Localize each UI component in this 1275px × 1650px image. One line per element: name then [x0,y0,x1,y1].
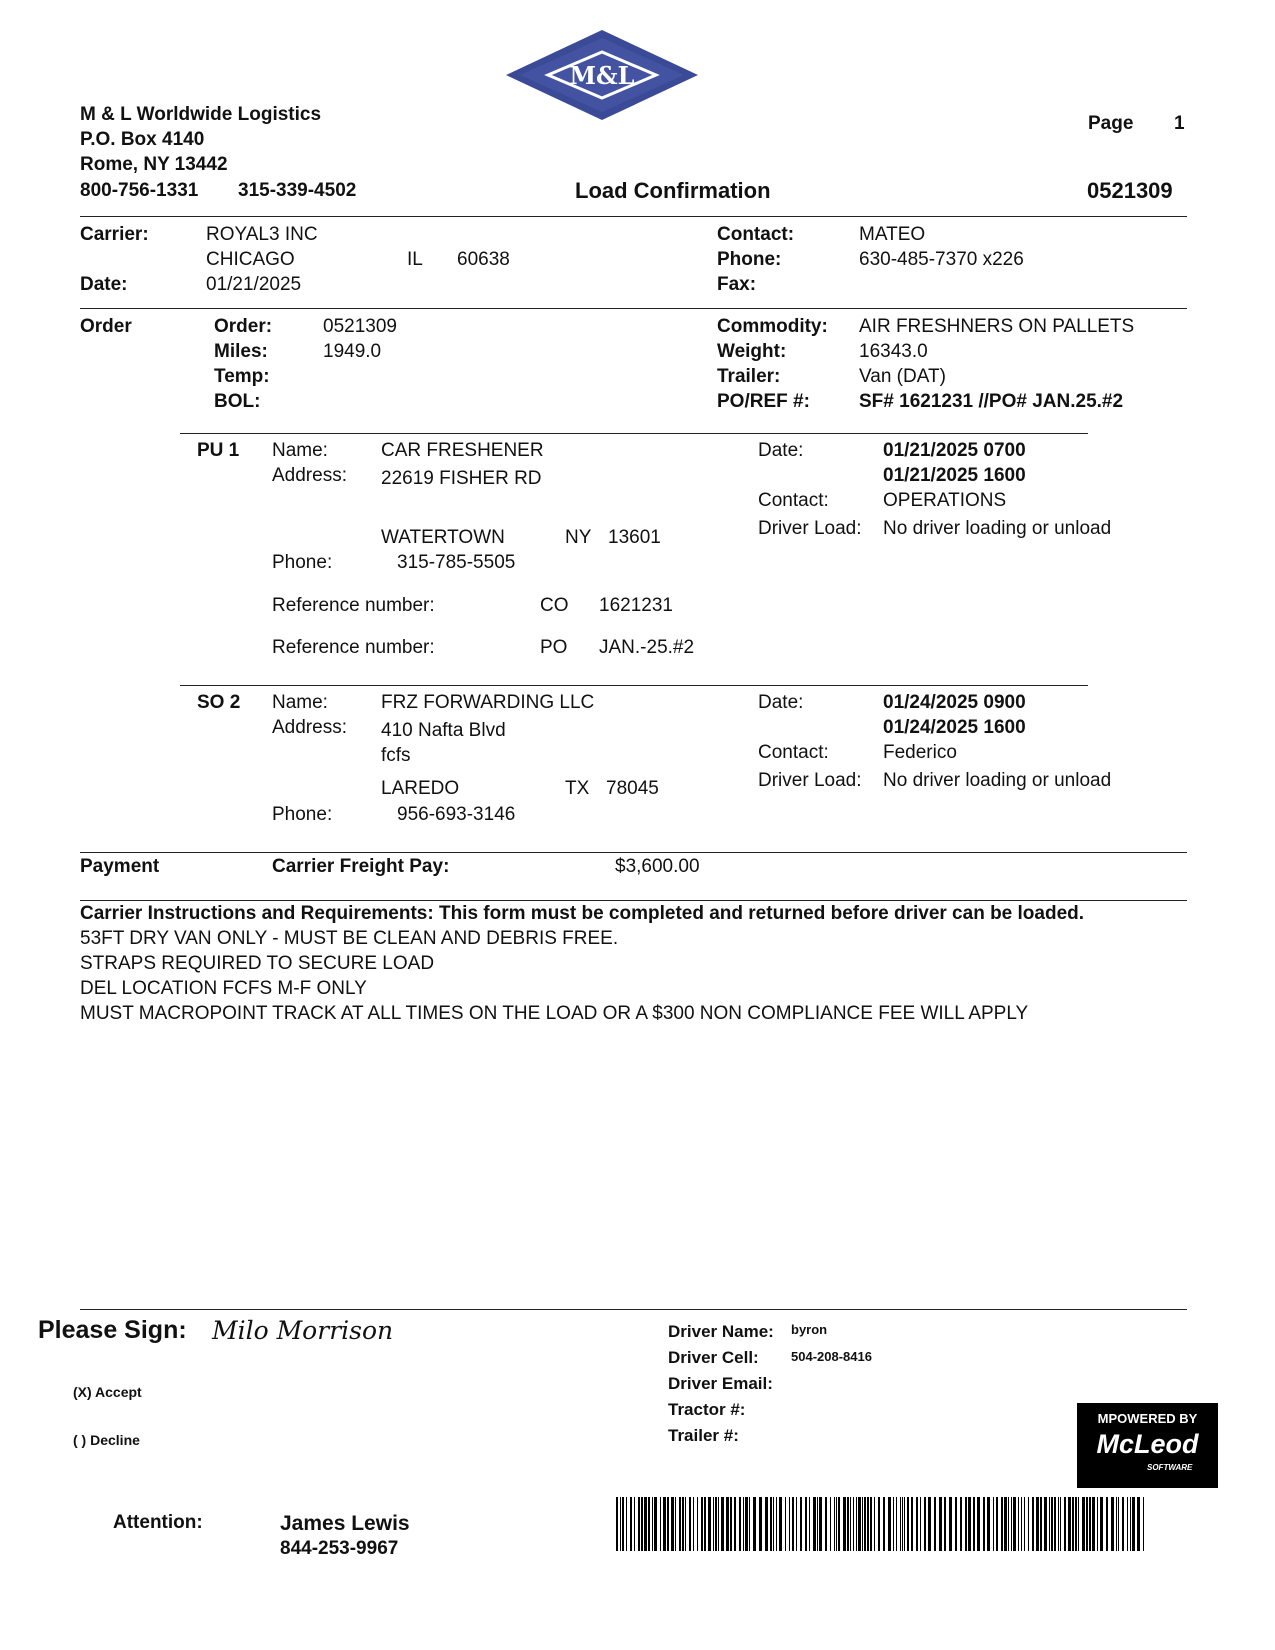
pickup-ref2-value: JAN.-25.#2 [599,637,695,658]
barcode-bar [928,1497,931,1551]
barcode-bar [934,1497,936,1551]
pickup-date2: 01/21/2025 1600 [883,465,1026,486]
driver-cell[interactable]: 504-208-8416 [791,1349,872,1364]
driver-name[interactable]: byron [791,1322,828,1337]
barcode-bar [1089,1497,1091,1551]
company-logo [504,28,700,122]
barcode-bar [785,1497,786,1551]
barcode-bar [1058,1497,1059,1551]
barcode-bar [1118,1497,1119,1551]
barcode-bar [825,1497,827,1551]
divider [80,852,1187,853]
driver-cell-label: Driver Cell: [668,1348,759,1367]
mcleod-badge [1077,1403,1218,1488]
attention-name: James Lewis [280,1512,410,1535]
attention-phone: 844-253-9967 [280,1538,399,1559]
barcode-bar [996,1497,998,1551]
barcode-bar [753,1497,756,1551]
weight-label: Weight: [717,341,787,362]
barcode-bar [1068,1497,1071,1551]
barcode-bar [667,1497,669,1551]
barcode-bar [708,1497,711,1551]
barcode-bar [638,1497,640,1551]
barcode-bar [796,1497,797,1551]
barcode-bar [626,1497,627,1551]
barcode-bar [789,1497,790,1551]
signature[interactable]: Milo Morrison [212,1316,394,1345]
carrier-label: Carrier: [80,224,149,245]
barcode-bar [993,1497,994,1551]
barcode-bar [648,1497,650,1551]
barcode-bar [944,1497,946,1551]
contact-label: Contact: [717,224,795,245]
barcode-bar [660,1497,661,1551]
barcode-bar [749,1497,750,1551]
barcode-bar [1051,1497,1053,1551]
barcode-bar [1049,1497,1050,1551]
stop-name-label: Name: [272,692,328,713]
barcode-bar [800,1497,802,1551]
carrier-state: IL [407,249,423,270]
barcode-bar [1122,1497,1124,1551]
stop-driver-load-label: Driver Load: [758,770,862,791]
barcode-bar [920,1497,921,1551]
barcode-bar [900,1497,901,1551]
instruction-line: DEL LOCATION FCFS M-F ONLY [80,978,367,999]
stop-phone-label: Phone: [272,804,333,825]
pickup-contact-label: Contact: [758,490,829,511]
barcode-bar [977,1497,980,1551]
barcode-bar [834,1497,835,1551]
please-sign-label: Please Sign: [38,1316,187,1344]
barcode-bar [734,1497,736,1551]
pickup-city: WATERTOWN [381,527,505,548]
divider [80,216,1187,217]
barcode-bar [634,1497,635,1551]
pickup-name-label: Name: [272,440,328,461]
barcode-bar [1106,1497,1108,1551]
page-number: 1 [1174,113,1185,134]
weight-value: 16343.0 [859,341,928,362]
barcode-bar [1097,1497,1098,1551]
barcode-bar [776,1497,777,1551]
barcode-bar [652,1497,653,1551]
barcode-bar [713,1497,714,1551]
barcode-bar [1137,1497,1140,1551]
barcode-bar [679,1497,681,1551]
barcode-bar [856,1497,857,1551]
barcode-bar [745,1497,748,1551]
barcode-bar [721,1497,724,1551]
barcode-bar [867,1497,869,1551]
stop-driver-load: No driver loading or unload [883,770,1112,791]
trailer-label: Trailer: [717,366,781,387]
poref-label: PO/REF #: [717,391,810,412]
barcode-bar [924,1497,926,1551]
barcode-bar [675,1497,676,1551]
divider [180,433,1088,434]
carrier-date: 01/21/2025 [206,274,302,295]
barcode-bar [830,1497,831,1551]
barcode-bar [759,1497,762,1551]
barcode-bar [870,1497,872,1551]
pickup-name: CAR FRESHENER [381,440,544,461]
pickup-address: 22619 FISHER RD [381,468,542,489]
barcode-bar [1018,1497,1019,1551]
company-name: M & L Worldwide Logistics [80,104,322,125]
barcode-bar [911,1497,913,1551]
divider [80,1309,1187,1310]
barcode-bar [654,1497,657,1551]
page-title: Load Confirmation [575,178,771,203]
barcode-bar [1028,1497,1029,1551]
barcode-bar [773,1497,774,1551]
barcode-bar [689,1497,691,1551]
pickup-ref2-label: Reference number: [272,637,435,658]
stop-state: TX [565,778,590,799]
barcode-bar [843,1497,846,1551]
barcode-bar [1082,1497,1085,1551]
barcode-bar [622,1497,624,1551]
pickup-address-label: Address: [272,465,347,486]
pickup-date-label: Date: [758,440,804,461]
divider [80,308,1187,309]
barcode-bar [1054,1497,1056,1551]
carrier-zip: 60638 [457,249,510,270]
barcode-bar [671,1497,674,1551]
barcode-bar [765,1497,768,1551]
pickup-ref1-type: CO [540,595,569,616]
order-section-label: Order [80,316,132,337]
barcode-bar [809,1497,810,1551]
accept-option[interactable]: (X) Accept [73,1384,142,1400]
date-label: Date: [80,274,128,295]
stop-contact: Federico [883,742,957,763]
freight-pay-amount: $3,600.00 [615,856,700,877]
barcode-bar [630,1497,632,1551]
barcode-bar [644,1497,647,1551]
phone-label: Phone: [717,249,782,270]
barcode-bar [939,1497,942,1551]
barcode-bar [847,1497,849,1551]
barcode-bar [730,1497,732,1551]
stop-date1: 01/24/2025 0900 [883,692,1026,713]
barcode-bar [1032,1497,1034,1551]
poref-value: SF# 1621231 //PO# JAN.25.#2 [859,391,1124,412]
barcode-bar [805,1497,807,1551]
logo-text: M&L [569,61,635,90]
barcode-bar [715,1497,717,1551]
doc-number: 0521309 [1087,178,1173,203]
instruction-line: STRAPS REQUIRED TO SECURE LOAD [80,953,435,974]
miles-value: 1949.0 [323,341,382,362]
barcode-bar [902,1497,903,1551]
barcode-bar [697,1497,698,1551]
page-label: Page [1088,113,1134,134]
trailer-value: Van (DAT) [859,366,946,387]
pickup-ref1-label: Reference number: [272,595,435,616]
pickup-date1: 01/21/2025 0700 [883,440,1026,461]
barcode-bar [1004,1497,1007,1551]
carrier-city: CHICAGO [206,249,295,270]
barcode-bar [1072,1497,1074,1551]
barcode-bar [968,1497,971,1551]
stop-address: 410 Nafta Blvd [381,720,506,741]
company-phone2: 315-339-4502 [238,180,357,201]
attention-label: Attention: [113,1512,203,1533]
tractor-label: Tractor #: [668,1400,746,1419]
barcode-bar [1092,1497,1095,1551]
barcode-bar [817,1497,818,1551]
barcode-bar [893,1497,894,1551]
company-phone1: 800-756-1331 [80,180,199,201]
stop-date-label: Date: [758,692,804,713]
barcode-bar [1024,1497,1025,1551]
stop-tag: SO 2 [197,692,241,713]
barcode-bar [878,1497,880,1551]
pickup-phone: 315-785-5505 [397,552,516,573]
bol-label: BOL: [214,391,261,412]
divider [80,900,1187,901]
barcode-bar [1044,1497,1047,1551]
pickup-contact: OPERATIONS [883,490,1007,511]
barcode-bar [1130,1497,1131,1551]
barcode-bar [983,1497,985,1551]
barcode-bar [1132,1497,1135,1551]
payment-section-label: Payment [80,856,160,877]
stop-contact-label: Contact: [758,742,829,763]
barcode-bar [1001,1497,1003,1551]
stop-address2: fcfs [381,745,411,766]
barcode-bar [1064,1497,1066,1551]
barcode-bar [858,1497,861,1551]
pickup-tag: PU 1 [197,440,240,461]
barcode-bar [1086,1497,1088,1551]
barcode-bar [1036,1497,1039,1551]
barcode-bar [883,1497,885,1551]
barcode-bar [1060,1497,1061,1551]
barcode-bar [874,1497,875,1551]
barcode-bar [685,1497,686,1551]
carrier-contact: MATEO [859,224,926,245]
barcode-bar [743,1497,744,1551]
barcode-bar [916,1497,918,1551]
barcode-bar [1143,1497,1144,1551]
trailer-number-label: Trailer #: [668,1426,739,1445]
stop-name: FRZ FORWARDING LLC [381,692,595,713]
temp-label: Temp: [214,366,270,387]
barcode-bar [701,1497,703,1551]
pickup-driver-load: No driver loading or unload [883,518,1112,539]
pickup-ref2-type: PO [540,637,568,658]
barcode-bar [693,1497,694,1551]
barcode-bar [1013,1497,1016,1551]
barcode-bar [907,1497,909,1551]
pickup-state: NY [565,527,592,548]
barcode-bar [792,1497,794,1551]
barcode-bar [864,1497,866,1551]
decline-option[interactable]: ( ) Decline [73,1432,140,1448]
barcode-bar [682,1497,684,1551]
commodity-label: Commodity: [717,316,828,337]
barcode-bar [1111,1497,1114,1551]
barcode-bar [1078,1497,1079,1551]
barcode-bar [726,1497,729,1551]
barcode-bar [770,1497,772,1551]
barcode-bar [987,1497,990,1551]
pickup-phone-label: Phone: [272,552,333,573]
barcode-bar [1127,1497,1128,1551]
barcode-bar [663,1497,666,1551]
barcode-bar [819,1497,822,1551]
order-label: Order: [214,316,273,337]
barcode-bar [1008,1497,1009,1551]
barcode-bar [1040,1497,1042,1551]
fax-label: Fax: [717,274,757,295]
barcode-bar [853,1497,854,1551]
barcode-bar [1116,1497,1117,1551]
stop-zip: 78045 [606,778,659,799]
barcode-bar [616,1497,618,1551]
pickup-driver-load-label: Driver Load: [758,518,862,539]
barcode-bar [1021,1497,1022,1551]
badge-line1: MPOWERED BY [1097,1411,1198,1426]
badge-line2: McLeod [1096,1429,1199,1459]
stop-city: LAREDO [381,778,460,799]
barcode-bar [862,1497,863,1551]
barcode [616,1497,1148,1551]
divider [180,685,1088,686]
stop-date2: 01/24/2025 1600 [883,717,1026,738]
commodity-value: AIR FRESHNERS ON PALLETS [859,316,1135,337]
barcode-bar [1011,1497,1012,1551]
pickup-ref1-value: 1621231 [599,595,673,616]
pickup-zip: 13601 [608,527,661,548]
badge-line3: SOFTWARE [1147,1463,1193,1472]
barcode-bar [904,1497,905,1551]
barcode-bar [960,1497,962,1551]
instructions-heading: Carrier Instructions and Requirements: This form must be completed and returned before driver can be loaded. [80,903,1085,924]
barcode-bar [955,1497,957,1551]
barcode-bar [779,1497,782,1551]
barcode-bar [836,1497,837,1551]
driver-name-label: Driver Name: [668,1322,774,1341]
barcode-bar [1100,1497,1103,1551]
barcode-bar [704,1497,706,1551]
company-address2: Rome, NY 13442 [80,154,228,175]
miles-label: Miles: [214,341,268,362]
barcode-bar [949,1497,952,1551]
instruction-line: MUST MACROPOINT TRACK AT ALL TIMES ON THE LOAD OR A $300 NON COMPLIANCE FEE WILL APPLY [80,1003,1029,1024]
stop-address-label: Address: [272,717,347,738]
stop-phone: 956-693-3146 [397,804,516,825]
order-number: 0521309 [323,316,397,337]
instruction-line: 53FT DRY VAN ONLY - MUST BE CLEAN AND DEBRIS FREE. [80,928,619,949]
company-address1: P.O. Box 4140 [80,129,205,150]
barcode-bar [1075,1497,1077,1551]
driver-email-label: Driver Email: [668,1374,773,1393]
barcode-bar [813,1497,816,1551]
carrier-name: ROYAL3 INC [206,224,318,245]
barcode-bar [739,1497,741,1551]
barcode-bar [838,1497,840,1551]
barcode-bar [641,1497,643,1551]
barcode-bar [973,1497,975,1551]
barcode-bar [888,1497,891,1551]
barcode-bar [965,1497,967,1551]
barcode-bar [850,1497,851,1551]
barcode-bar [896,1497,897,1551]
barcode-bar [718,1497,719,1551]
barcode-bar [620,1497,621,1551]
carrier-phone: 630-485-7370 x226 [859,249,1024,270]
freight-pay-label: Carrier Freight Pay: [272,856,450,877]
